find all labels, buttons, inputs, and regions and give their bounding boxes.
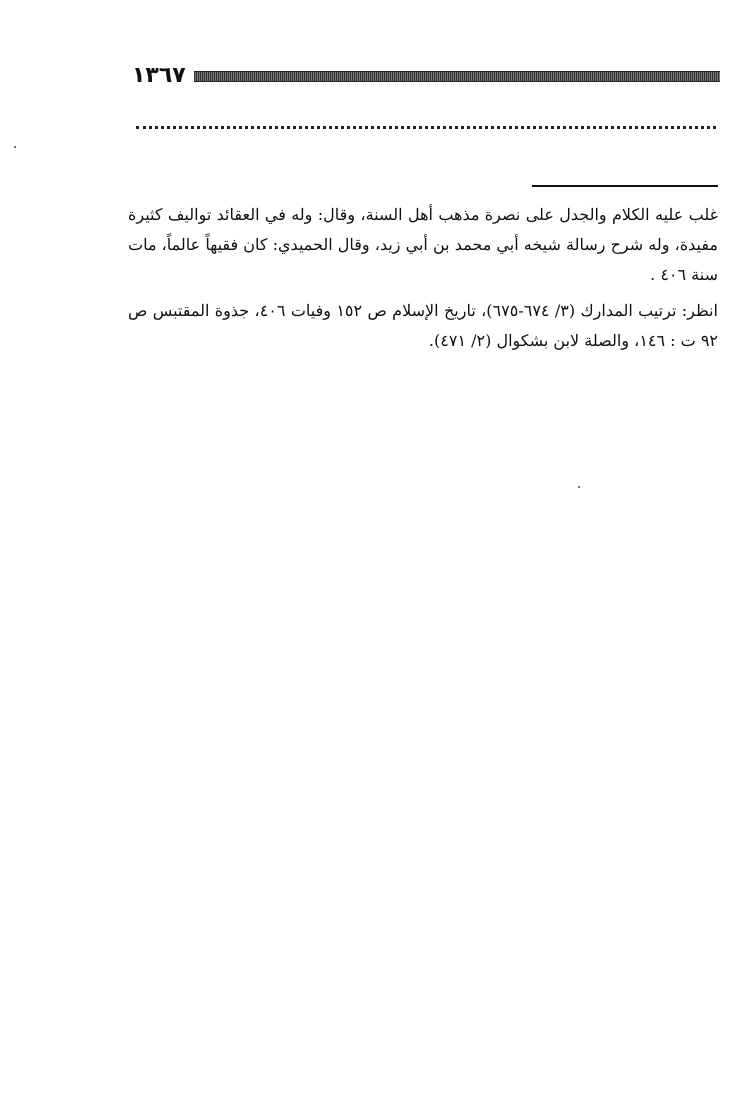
page-number: ١٣٦٧ [132, 63, 186, 88]
footnote-rule [532, 185, 718, 187]
footnote-paragraph-references: انظر: ترتيب المدارك (٣/ ٦٧٤-٦٧٥)، تاريخ الإسلام ص ١٥٢ وفيات ٤٠٦، جذوة المقتبس ص ٩٢ ت : ١٤٦، والصلة لابن بشكوال (٢/ ٤٧١). [128, 301, 719, 350]
footnotes [128, 200, 718, 362]
page-header [132, 62, 720, 90]
scan-speck [14, 146, 16, 148]
scan-speck [578, 486, 580, 488]
footnote-paragraph-biography: غلب عليه الكلام والجدل على نصرة مذهب أهل السنة، وقال: وله في العقائد تواليف كثيرة مفيدة، وله شرح رسالة شيخه أبي محمد بن أبي زيد، وقال الحميدي: كان فقيهاً عالماً، مات سنة ٤٠٦ . [128, 205, 718, 284]
dotted-separator [136, 126, 716, 129]
header-rule [194, 71, 720, 82]
